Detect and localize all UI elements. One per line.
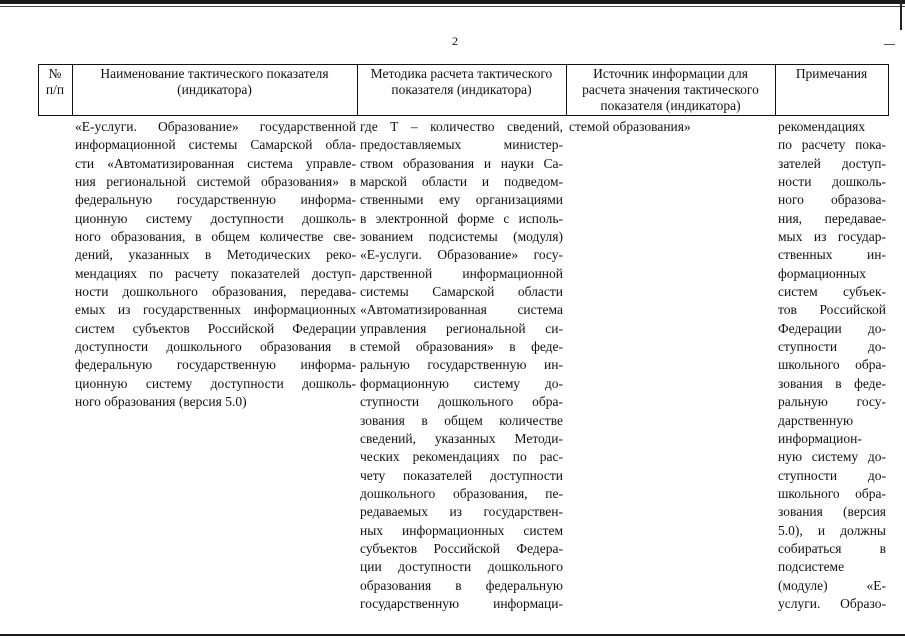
text-line: сти «Автоматизированная система управле- [75,155,356,171]
text-line: ступности дошкольного обра- [360,394,563,410]
text-line: собираться в [778,540,886,556]
text-line: 5.0), и должны [778,522,886,538]
text-line: «Е-услуги. Образование» госу- [360,247,563,263]
text-line: федеральную государственную информа- [75,357,356,373]
text-line: «Е-услуги. Образование» государственной [75,119,356,134]
text-line: субъектов Российской Федера- [360,540,563,556]
information-source-text [569,118,772,136]
text-line: ственных ин- [778,247,886,263]
text-line: где Т – количество сведений, [360,119,563,134]
text-line: в электронной форме с исполь- [360,210,563,226]
text-line: ности дошколь- [778,174,886,190]
header-indicator-name: Наименование тактического показателя (индикатора) [100,66,329,97]
table-header-bottom-border [38,115,889,116]
calculation-method-text [360,118,563,613]
text-line: ством образования и науки Са- [360,155,563,171]
text-line: услуги. Образо- [778,595,886,611]
text-line: дений, указанных в Методических реко- [75,247,356,263]
text-line: информацион- [778,430,862,446]
text-line: ционную систему доступности дошколь- [75,210,356,226]
text-line: подсистеме [778,559,845,575]
text-line: ности дошкольного образования, передава- [75,284,356,300]
text-line: стемой образования» [569,119,691,134]
text-line: ния, передавае- [778,210,886,226]
notes-text [778,118,886,613]
text-line: зования в феде- [778,375,886,391]
text-line: тов Российской [778,302,886,318]
text-line: мых из государ- [778,229,886,245]
text-line: марской области и подведом- [360,174,563,190]
text-line: (модуле) «Е- [778,577,886,593]
text-line: дошкольного образования, пе- [360,485,563,501]
text-line: стемой образования» в феде- [360,339,563,355]
text-line: емых из государственных информационных [75,302,356,318]
text-line: ционную систему доступности дошколь- [75,375,356,391]
page-number: 2 [452,34,458,48]
indicator-name-text [75,118,356,412]
text-line: информационной системы Самарской обла- [75,137,356,153]
text-line: формационных [778,265,866,281]
text-line: ного образования (версия 5.0) [75,394,247,410]
text-line: школьного обра- [778,357,886,373]
text-line: ральную госу- [778,394,886,410]
text-line: доступности дошкольного образования в [75,339,356,355]
header-calculation-method: Методика расчета тактического показателя (индикатора) [370,66,553,97]
text-line: ную систему до- [778,449,886,465]
text-line: зования (версия [778,504,886,520]
scan-bottom-edge [0,634,905,636]
text-line: ных информационных систем [360,522,563,538]
table-border-right [888,64,889,116]
text-line: дарственную [778,412,854,428]
text-line: системы Самарской области [360,284,563,300]
text-line: зования в общем количестве [360,412,563,428]
text-line: систем субъектов Российской Федерации [75,320,356,336]
text-line: предоставляемых министер- [360,137,563,153]
text-line: ступности до- [778,467,886,483]
text-line: ции доступности дошкольного [360,559,563,575]
text-line: ческих рекомендациях по рас- [360,449,563,465]
text-line: зателей доступ- [778,155,886,171]
table-top-border [38,64,889,65]
header-notes: Примечания [795,66,868,81]
text-line: «Автоматизированная система [360,302,563,318]
text-line: федеральную государственную информа- [75,192,356,208]
text-line: рекомендациях [778,119,866,134]
text-line: государственную информаци- [360,595,563,611]
text-line: дарственной информационной [360,265,563,281]
text-line: чету показателей доступности [360,467,563,483]
header-number: № п/п [45,66,65,97]
text-line: школьного обра- [778,485,886,501]
margin-mark [884,44,895,45]
text-line: ного образования, в общем количестве све- [75,229,356,245]
header-information-source: Источник информации для расчета значения тактического показателя (индикатора) [582,66,759,113]
text-line: формационную систему до- [360,375,563,391]
text-line: управления региональной си- [360,320,563,336]
text-line: по расчету пока- [778,137,886,153]
text-line: ральную государственную ин- [360,357,563,373]
text-line: ственными ему организациями [360,192,563,208]
scan-top-edge [0,0,905,4]
text-line: мендациях по расчету показателей доступ- [75,265,356,281]
text-line: Федерации до- [778,320,886,336]
scan-top-edge-thin [0,6,905,7]
text-line: систем субъек- [778,284,886,300]
text-line: зованием подсистемы (модуля) [360,229,563,245]
text-line: ния региональной системой образования» в [75,174,356,190]
text-line: образования в федеральную [360,577,563,593]
text-line: редаваемых из государствен- [360,504,563,520]
text-line: ного образова- [778,192,886,208]
text-line: сведений, указанных Методи- [360,430,563,446]
scan-right-edge [900,0,902,30]
text-line: ступности до- [778,339,886,355]
